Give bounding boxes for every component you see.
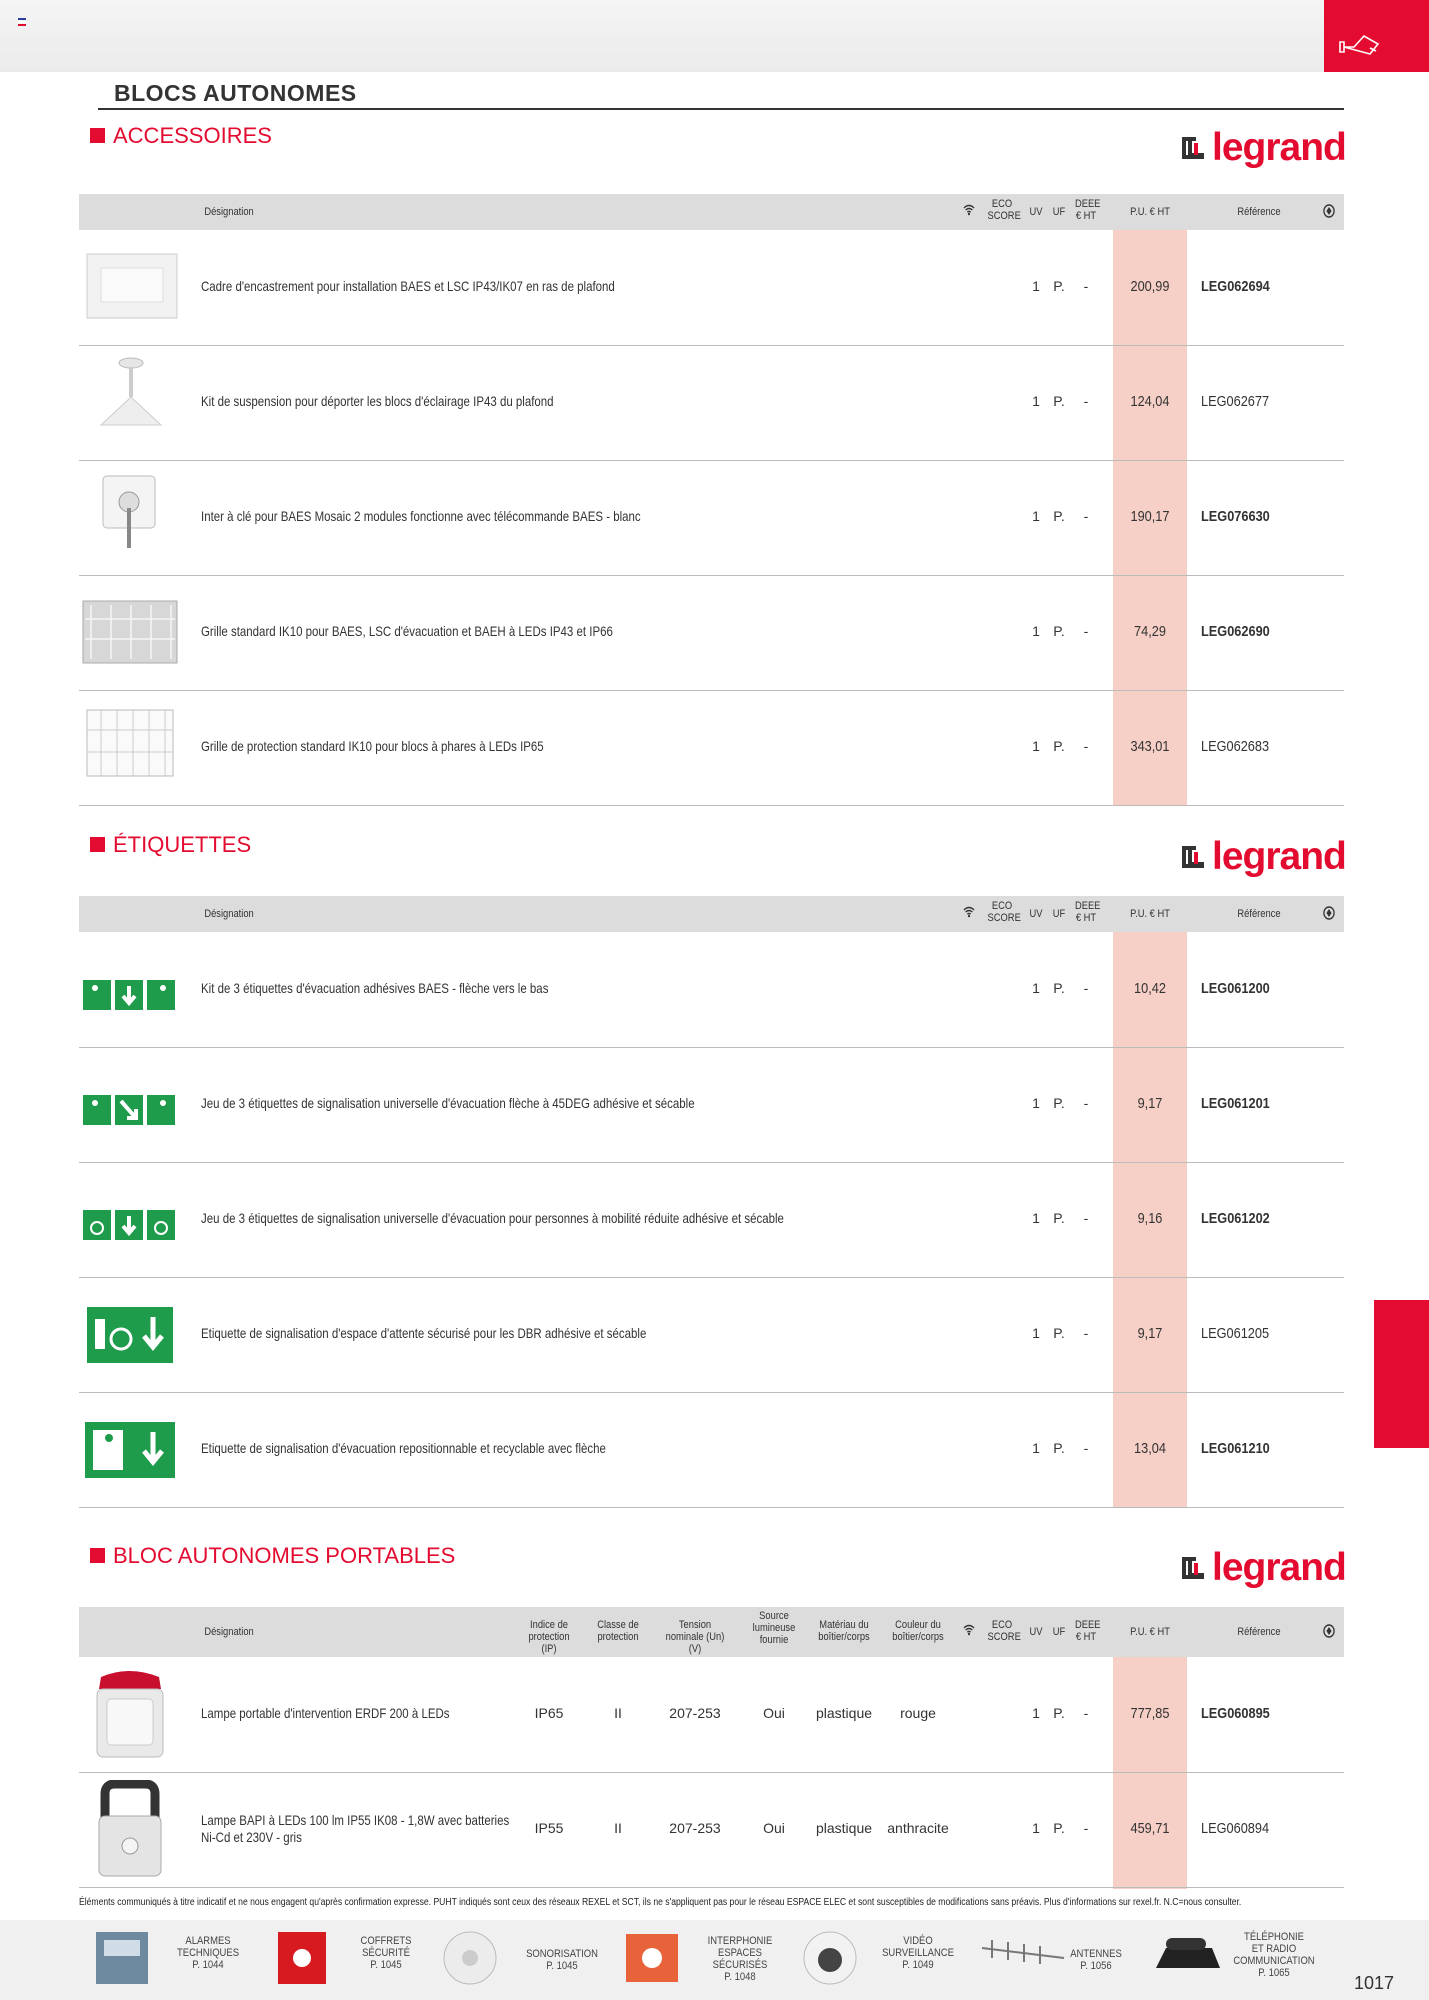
uf-value: P.: [1053, 278, 1065, 294]
table-row[interactable]: [79, 1277, 1344, 1393]
table-header: [79, 896, 1344, 932]
uf-value: P.: [1053, 623, 1065, 639]
designation: Lampe BAPI à LEDs 100 lm IP55 IK08 - 1,8W avec batteries: [201, 1812, 510, 1828]
reference[interactable]: LEG062683: [1201, 738, 1270, 755]
designation: Lampe portable d'intervention ERDF 200 à LEDs: [201, 1705, 450, 1721]
reference[interactable]: LEG062690: [1201, 623, 1270, 640]
col-designation: Désignation: [204, 1626, 254, 1638]
price: 9,17: [1137, 1095, 1163, 1112]
ip-value: IP55: [534, 1820, 564, 1836]
uv-value: 1: [1032, 623, 1040, 639]
category-telephonie[interactable]: TÉLÉPHONIE ET RADIO COMMUNICATION P. 1065: [1233, 1931, 1315, 1979]
ip-value: IP65: [534, 1705, 564, 1721]
deee-value: -: [1083, 623, 1089, 639]
deee-value: -: [1083, 393, 1089, 409]
designation: Inter à clé pour BAES Mosaic 2 modules fonctionne avec télécommande BAES - blanc: [201, 508, 641, 524]
side-tab[interactable]: [1374, 1300, 1429, 1448]
evacuation-labels-pmr-image: [81, 1186, 179, 1266]
designation: Etiquette de signalisation d'évacuation repositionnable et recyclable avec flèche: [201, 1440, 606, 1456]
uv-value: 1: [1032, 980, 1040, 996]
flag-icon: [18, 18, 26, 26]
title-rule: [98, 108, 1344, 110]
uf-value: P.: [1053, 1440, 1065, 1456]
uf-value: P.: [1053, 1820, 1065, 1836]
protection-grille-product-image: [81, 704, 179, 784]
uv-value: 1: [1032, 1325, 1040, 1341]
col-uf: UF: [1052, 206, 1066, 218]
col-uv: UV: [1029, 908, 1043, 920]
table-row[interactable]: [79, 690, 1344, 806]
uf-value: P.: [1053, 393, 1065, 409]
col-source: Source lumineuse fournie: [752, 1610, 796, 1646]
section-title-portables: BLOC AUTONOMES PORTABLES: [90, 1543, 455, 1569]
frame-product-image: [81, 246, 179, 326]
alarm-panel-icon: [92, 1928, 152, 1988]
page-title: BLOCS AUTONOMES: [114, 80, 357, 106]
wifi-icon: [963, 906, 975, 921]
section-title-etiquettes: ÉTIQUETTES: [90, 832, 251, 858]
reference[interactable]: LEG061201: [1201, 1095, 1270, 1112]
waiting-area-label-image: [81, 1295, 179, 1375]
price: 200,99: [1130, 278, 1170, 295]
uf-value: P.: [1053, 1705, 1065, 1721]
price: 459,71: [1130, 1820, 1170, 1837]
price: 777,85: [1130, 1705, 1170, 1722]
table-row[interactable]: [79, 1047, 1344, 1163]
category-antennes[interactable]: ANTENNES P. 1056: [1070, 1948, 1122, 1972]
deee-value: -: [1083, 1325, 1089, 1341]
table-row[interactable]: [79, 1772, 1344, 1888]
deee-value: -: [1083, 278, 1089, 294]
legrand-logo: legrand: [1180, 835, 1346, 879]
tension-value: 207-253: [669, 1820, 721, 1836]
speaker-icon: [440, 1928, 500, 1988]
eco-icon: [1323, 1624, 1335, 1641]
uv-value: 1: [1032, 1820, 1040, 1836]
deee-value: -: [1083, 1095, 1089, 1111]
uf-value: P.: [1053, 1325, 1065, 1341]
col-pu: P.U. € HT: [1130, 1626, 1170, 1638]
wifi-icon: [963, 1624, 975, 1639]
key-switch-product-image: [81, 472, 179, 552]
uf-value: P.: [1053, 1210, 1065, 1226]
designation: Kit de suspension pour déporter les blocs d'éclairage IP43 du plafond: [201, 393, 554, 409]
table-row[interactable]: [79, 460, 1344, 576]
section-title-accessoires: ACCESSOIRES: [90, 123, 272, 149]
eco-icon: [1323, 204, 1335, 221]
col-indice: Indice de protection (IP): [528, 1619, 570, 1655]
table-row[interactable]: [79, 575, 1344, 691]
col-tension: Tension nominale (Un) (V): [665, 1619, 725, 1655]
table-row[interactable]: [79, 345, 1344, 461]
table-row[interactable]: [79, 1392, 1344, 1508]
price: 13,04: [1134, 1440, 1166, 1457]
table-row[interactable]: [79, 230, 1344, 346]
table-row[interactable]: [79, 1657, 1344, 1773]
price: 9,16: [1137, 1210, 1163, 1227]
deee-value: -: [1083, 1210, 1089, 1226]
deee-value: -: [1083, 1820, 1089, 1836]
category-coffrets[interactable]: COFFRETS SÉCURITÉ P. 1045: [360, 1935, 412, 1971]
col-pu: P.U. € HT: [1130, 206, 1170, 218]
uv-value: 1: [1032, 738, 1040, 754]
col-reference: Référence: [1237, 1626, 1281, 1638]
materiau-value: plastique: [815, 1820, 873, 1836]
uv-value: 1: [1032, 278, 1040, 294]
designation-line2: Ni-Cd et 230V - gris: [201, 1829, 302, 1845]
designation: Grille standard IK10 pour BAES, LSC d'évacuation et BAEH à LEDs IP43 et IP66: [201, 623, 613, 639]
table-row[interactable]: [79, 932, 1344, 1048]
repositionable-label-image: [81, 1410, 179, 1490]
tension-value: 207-253: [669, 1705, 721, 1721]
couleur-value: rouge: [900, 1705, 936, 1721]
uv-value: 1: [1032, 1095, 1040, 1111]
reference[interactable]: LEG062694: [1201, 278, 1270, 295]
table-header: [79, 1607, 1344, 1657]
uv-value: 1: [1032, 508, 1040, 524]
classe-value: II: [614, 1820, 622, 1836]
legrand-logo: legrand: [1180, 1546, 1346, 1590]
phone-icon: [1150, 1928, 1226, 1988]
reference[interactable]: LEG061210: [1201, 1440, 1270, 1457]
legrand-mark-icon: [1180, 135, 1206, 161]
uv-value: 1: [1032, 1705, 1040, 1721]
portable-lamp-red-image: [81, 1667, 179, 1763]
price: 74,29: [1134, 623, 1166, 640]
deee-value: -: [1083, 1440, 1089, 1456]
top-band: [0, 0, 1324, 72]
reference[interactable]: LEG062677: [1201, 393, 1270, 410]
source-value: Oui: [763, 1705, 785, 1721]
legrand-mark-icon: [1180, 844, 1206, 870]
chapter-tab[interactable]: [1324, 0, 1429, 72]
uf-value: P.: [1053, 738, 1065, 754]
dome-camera-icon: [800, 1928, 860, 1988]
uf-value: P.: [1053, 1095, 1065, 1111]
reference[interactable]: LEG060895: [1201, 1705, 1270, 1722]
wifi-icon: [963, 204, 975, 219]
uv-value: 1: [1032, 1210, 1040, 1226]
col-materiau: Matériau du boîtier/corps: [818, 1619, 870, 1643]
col-eco-score: ECO SCORE: [987, 900, 1021, 924]
couleur-value: anthracite: [887, 1820, 949, 1836]
reference[interactable]: LEG061205: [1201, 1325, 1270, 1342]
col-uf: UF: [1052, 1626, 1066, 1638]
col-designation: Désignation: [204, 908, 254, 920]
category-interphonie[interactable]: INTERPHONIE ESPACES SÉCURISÉS P. 1048: [707, 1935, 773, 1983]
designation: Grille de protection standard IK10 pour blocs à phares à LEDs IP65: [201, 738, 544, 754]
category-alarmes[interactable]: ALARMES TECHNIQUES P. 1044: [176, 1935, 240, 1971]
suspension-product-image: [81, 353, 179, 433]
deee-value: -: [1083, 508, 1089, 524]
uv-value: 1: [1032, 393, 1040, 409]
legrand-mark-icon: [1180, 1555, 1206, 1581]
safety-box-icon: [272, 1928, 332, 1988]
evacuation-labels-image: [81, 956, 179, 1036]
price: 9,17: [1137, 1325, 1163, 1342]
price: 10,42: [1134, 980, 1166, 997]
footnote: Éléments communiqués à titre indicatif et ne nous engagent qu'après confirmation expresse. PUHT indiqués sont ceux des réseaux REXEL et SCT, ils ne s'appliquent pas pour le réseau ESPACE ELEC et sont susceptibles de modifications sans préavis. Plus d'informations sur rexel.fr. N.C=nous consulter.: [79, 1897, 1242, 1908]
portable-lamp-grey-image: [81, 1780, 179, 1880]
reference[interactable]: LEG076630: [1201, 508, 1270, 525]
designation: Etiquette de signalisation d'espace d'attente sécurisé pour les DBR adhésive et sécable: [201, 1325, 647, 1341]
col-eco-score: ECO SCORE: [987, 1619, 1021, 1643]
reference[interactable]: LEG060894: [1201, 1820, 1270, 1837]
reference[interactable]: LEG061200: [1201, 980, 1270, 997]
reference[interactable]: LEG061202: [1201, 1210, 1270, 1227]
price: 124,04: [1130, 393, 1170, 410]
col-reference: Référence: [1237, 206, 1281, 218]
price: 343,01: [1130, 738, 1170, 755]
grille-product-image: [81, 595, 179, 675]
category-video[interactable]: VIDÉO SURVEILLANCE P. 1049: [882, 1935, 954, 1971]
col-eco-score: ECO SCORE: [987, 198, 1021, 222]
price: 190,17: [1130, 508, 1170, 525]
eco-icon: [1323, 906, 1335, 923]
category-sonorisation[interactable]: SONORISATION P. 1045: [526, 1948, 598, 1972]
designation: Kit de 3 étiquettes d'évacuation adhésives BAES - flèche vers le bas: [201, 980, 549, 996]
col-uv: UV: [1029, 1626, 1043, 1638]
designation: Jeu de 3 étiquettes de signalisation universelle d'évacuation pour personnes à mobilité réduite adhésive et sécable: [201, 1210, 784, 1226]
legrand-logo: legrand: [1180, 126, 1346, 170]
col-classe: Classe de protection: [597, 1619, 639, 1643]
table-row[interactable]: [79, 1162, 1344, 1278]
evacuation-labels-45-image: [81, 1071, 179, 1151]
col-pu: P.U. € HT: [1130, 908, 1170, 920]
classe-value: II: [614, 1705, 622, 1721]
materiau-value: plastique: [815, 1705, 873, 1721]
camera-icon: [1324, 0, 1429, 72]
col-couleur: Couleur du boîtier/corps: [892, 1619, 944, 1643]
col-deee: DEEE € HT: [1074, 198, 1101, 222]
secure-space-sign-icon: [622, 1928, 682, 1988]
deee-value: -: [1083, 738, 1089, 754]
uv-value: 1: [1032, 1440, 1040, 1456]
table-header: [79, 194, 1344, 230]
col-deee: DEEE € HT: [1074, 900, 1101, 924]
uf-value: P.: [1053, 980, 1065, 996]
source-value: Oui: [763, 1820, 785, 1836]
col-reference: Référence: [1237, 908, 1281, 920]
deee-value: -: [1083, 1705, 1089, 1721]
page-number: 1017: [1354, 1973, 1395, 1993]
designation: Jeu de 3 étiquettes de signalisation universelle d'évacuation flèche à 45DEG adhésive et sécable: [201, 1095, 695, 1111]
col-uf: UF: [1052, 908, 1066, 920]
deee-value: -: [1083, 980, 1089, 996]
col-deee: DEEE € HT: [1074, 1619, 1101, 1643]
col-uv: UV: [1029, 206, 1043, 218]
uf-value: P.: [1053, 508, 1065, 524]
col-designation: Désignation: [204, 206, 254, 218]
designation: Cadre d'encastrement pour installation BAES et LSC IP43/IK07 en ras de plafond: [201, 278, 615, 294]
